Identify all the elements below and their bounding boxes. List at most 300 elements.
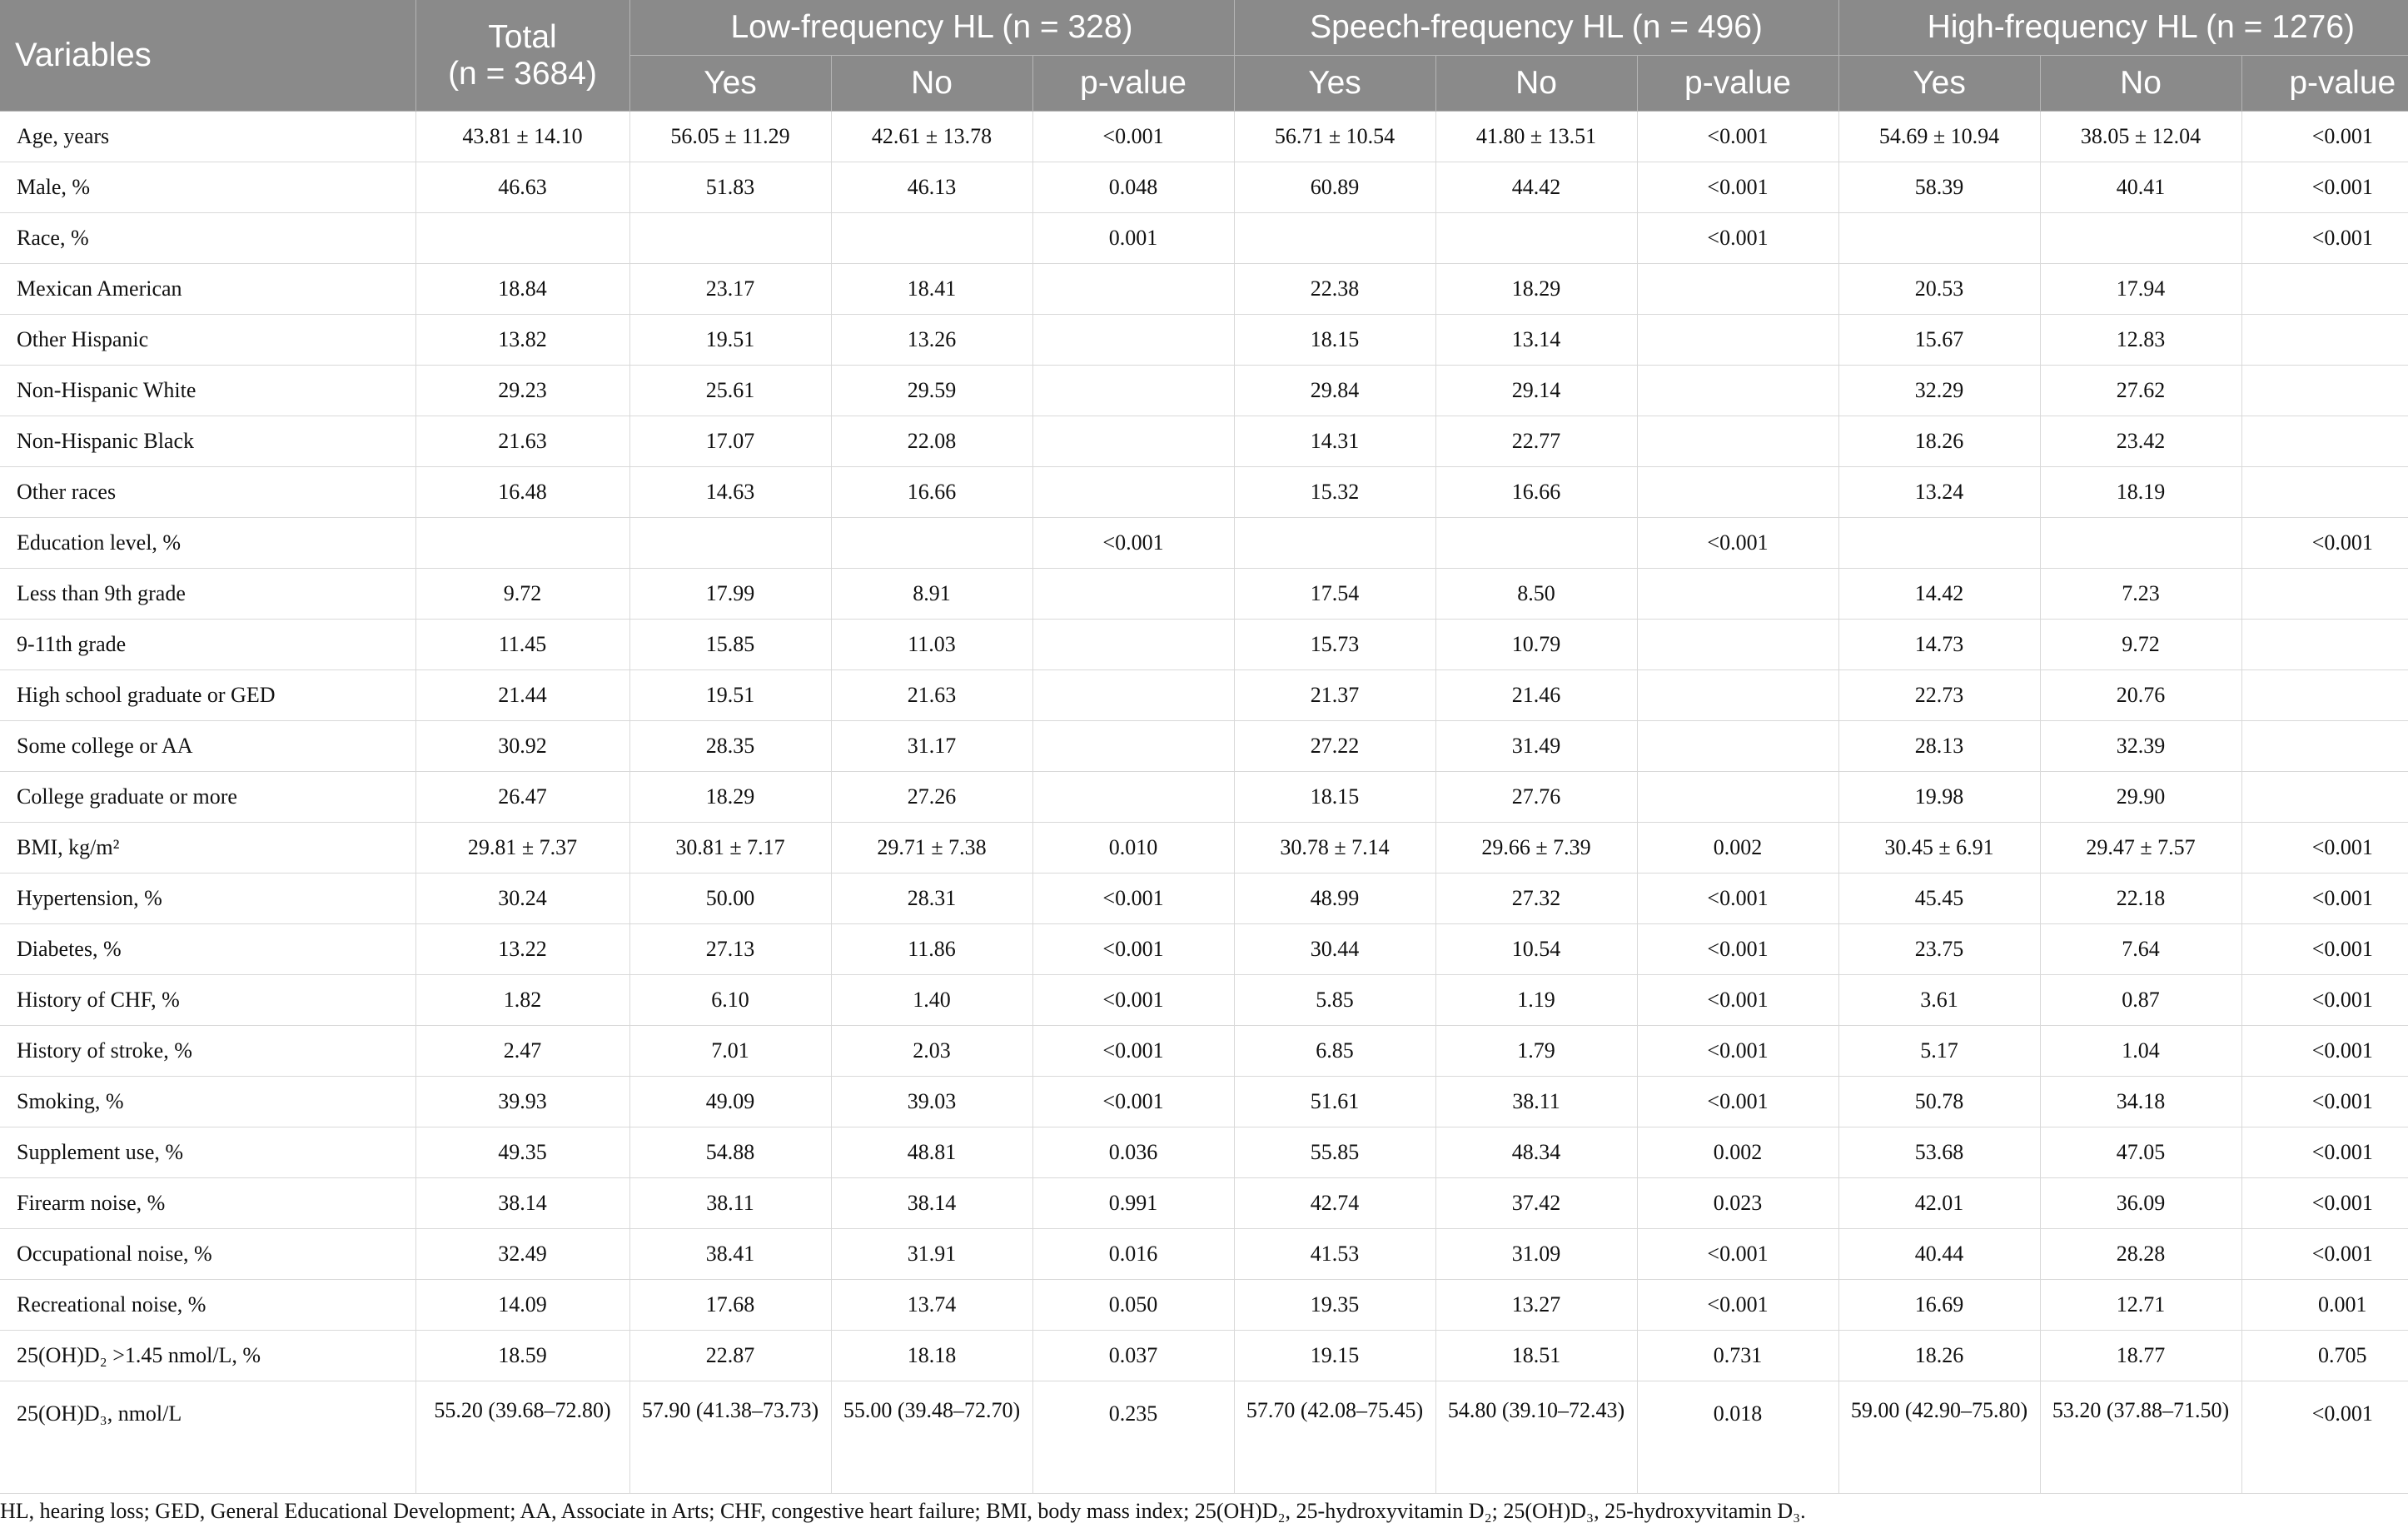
- cell-sf-yes: 6.85: [1234, 1026, 1435, 1077]
- row-label: College graduate or more: [0, 772, 415, 823]
- cell-sf-yes: [1234, 518, 1435, 569]
- cell-lf-p: <0.001: [1032, 874, 1234, 924]
- cell-lf-yes: 18.29: [629, 772, 831, 823]
- cell-sf-yes: 22.38: [1234, 264, 1435, 315]
- cell-hf-no: 18.77: [2040, 1331, 2241, 1381]
- cell-lf-p: 0.050: [1032, 1280, 1234, 1331]
- cell-hf-no: 12.83: [2040, 315, 2241, 366]
- row-label: 9-11th grade: [0, 620, 415, 670]
- cell-lf-yes: 54.88: [629, 1127, 831, 1178]
- cell-hf-p: <0.001: [2241, 975, 2408, 1026]
- cell-hf-yes: 54.69 ± 10.94: [1838, 112, 2040, 162]
- cell-sf-yes: 18.15: [1234, 772, 1435, 823]
- row-label: Mexican American: [0, 264, 415, 315]
- cell-sf-no: 31.09: [1435, 1229, 1637, 1280]
- cell-hf-yes: 5.17: [1838, 1026, 2040, 1077]
- cell-total: 2.47: [415, 1026, 629, 1077]
- row-label: Other races: [0, 467, 415, 518]
- cell-lf-yes: 30.81 ± 7.17: [629, 823, 831, 874]
- cell-total: [415, 213, 629, 264]
- cell-sf-no: 8.50: [1435, 569, 1637, 620]
- cell-lf-yes: 38.41: [629, 1229, 831, 1280]
- cell-sf-p: 0.002: [1637, 823, 1838, 874]
- cell-hf-p: <0.001: [2241, 112, 2408, 162]
- cell-total: 13.82: [415, 315, 629, 366]
- table-row: [0, 721, 2408, 772]
- cell-sf-yes: 56.71 ± 10.54: [1234, 112, 1435, 162]
- cell-total: 30.92: [415, 721, 629, 772]
- cell-hf-yes: 14.73: [1838, 620, 2040, 670]
- cell-hf-no: 36.09: [2040, 1178, 2241, 1229]
- cell-sf-p: [1637, 620, 1838, 670]
- cell-sf-no: 27.32: [1435, 874, 1637, 924]
- cell-hf-yes: 14.42: [1838, 569, 2040, 620]
- cell-sf-p: [1637, 670, 1838, 721]
- cell-sf-p: <0.001: [1637, 518, 1838, 569]
- cell-total: 1.82: [415, 975, 629, 1026]
- cell-total: 21.63: [415, 416, 629, 467]
- table-body: [0, 112, 2408, 1494]
- cell-sf-yes: [1234, 213, 1435, 264]
- cell-sf-no: 44.42: [1435, 162, 1637, 213]
- cell-total: 11.45: [415, 620, 629, 670]
- header-sf-p: p-value: [1637, 56, 1838, 112]
- cell-sf-yes: 15.73: [1234, 620, 1435, 670]
- cell-hf-yes: 59.00 (42.90–75.80): [1838, 1381, 2040, 1494]
- cell-sf-yes: 48.99: [1234, 874, 1435, 924]
- row-label: BMI, kg/m²: [0, 823, 415, 874]
- group-name: High-frequency HL: [1927, 9, 2197, 45]
- cell-lf-no: 29.71 ± 7.38: [831, 823, 1032, 874]
- cell-hf-yes: 32.29: [1838, 366, 2040, 416]
- cell-hf-no: 22.18: [2040, 874, 2241, 924]
- cell-lf-no: 16.66: [831, 467, 1032, 518]
- row-label: Recreational noise, %: [0, 1280, 415, 1331]
- cell-hf-yes: 45.45: [1838, 874, 2040, 924]
- table-header: [0, 0, 2408, 112]
- cell-lf-p: 0.010: [1032, 823, 1234, 874]
- cell-hf-p: [2241, 315, 2408, 366]
- cell-lf-yes: 51.83: [629, 162, 831, 213]
- cell-total: 18.59: [415, 1331, 629, 1381]
- cell-lf-no: 39.03: [831, 1077, 1032, 1127]
- table-row: [0, 620, 2408, 670]
- cell-sf-no: 13.27: [1435, 1280, 1637, 1331]
- cell-hf-yes: [1838, 213, 2040, 264]
- cell-total: 13.22: [415, 924, 629, 975]
- cell-hf-p: 0.001: [2241, 1280, 2408, 1331]
- cell-lf-yes: 17.99: [629, 569, 831, 620]
- cell-hf-p: <0.001: [2241, 924, 2408, 975]
- row-label: Diabetes, %: [0, 924, 415, 975]
- cell-hf-yes: 23.75: [1838, 924, 2040, 975]
- cell-sf-p: <0.001: [1637, 213, 1838, 264]
- cell-sf-p: [1637, 366, 1838, 416]
- cell-hf-no: 29.47 ± 7.57: [2040, 823, 2241, 874]
- cell-lf-no: 8.91: [831, 569, 1032, 620]
- cell-hf-no: 38.05 ± 12.04: [2040, 112, 2241, 162]
- cell-total: 55.20 (39.68–72.80): [415, 1381, 629, 1494]
- table-row: [0, 315, 2408, 366]
- header-hf-p: p-value: [2241, 56, 2408, 112]
- row-label: History of CHF, %: [0, 975, 415, 1026]
- cell-sf-no: 31.49: [1435, 721, 1637, 772]
- header-total-label: Total: [488, 18, 557, 55]
- header-total: [415, 0, 629, 112]
- cell-sf-yes: 60.89: [1234, 162, 1435, 213]
- cell-lf-no: 1.40: [831, 975, 1032, 1026]
- cell-sf-p: <0.001: [1637, 975, 1838, 1026]
- cell-sf-p: <0.001: [1637, 1229, 1838, 1280]
- cell-hf-no: 17.94: [2040, 264, 2241, 315]
- table-row: [0, 569, 2408, 620]
- cell-sf-no: 1.79: [1435, 1026, 1637, 1077]
- cell-hf-no: 29.90: [2040, 772, 2241, 823]
- header-group-low-frequency: [629, 0, 1234, 56]
- cell-sf-yes: 14.31: [1234, 416, 1435, 467]
- cell-lf-yes: 56.05 ± 11.29: [629, 112, 831, 162]
- cell-sf-yes: 19.15: [1234, 1331, 1435, 1381]
- group-n: (n = 1276): [2206, 9, 2355, 45]
- cell-lf-no: 18.18: [831, 1331, 1032, 1381]
- cell-lf-no: 13.26: [831, 315, 1032, 366]
- row-label: Firearm noise, %: [0, 1178, 415, 1229]
- cell-hf-yes: 22.73: [1838, 670, 2040, 721]
- cell-sf-p: [1637, 264, 1838, 315]
- cell-hf-no: 53.20 (37.88–71.50): [2040, 1381, 2241, 1494]
- cell-hf-yes: 58.39: [1838, 162, 2040, 213]
- cell-hf-no: 27.62: [2040, 366, 2241, 416]
- cell-lf-p: 0.037: [1032, 1331, 1234, 1381]
- cell-sf-no: 1.19: [1435, 975, 1637, 1026]
- row-label: High school graduate or GED: [0, 670, 415, 721]
- cell-lf-no: 31.17: [831, 721, 1032, 772]
- cell-hf-no: 47.05: [2040, 1127, 2241, 1178]
- row-label: Smoking, %: [0, 1077, 415, 1127]
- cell-lf-p: <0.001: [1032, 924, 1234, 975]
- cell-sf-no: 16.66: [1435, 467, 1637, 518]
- cell-lf-p: [1032, 416, 1234, 467]
- table-row: [0, 1026, 2408, 1077]
- cell-lf-no: 2.03: [831, 1026, 1032, 1077]
- cell-sf-no: [1435, 518, 1637, 569]
- cell-hf-no: 28.28: [2040, 1229, 2241, 1280]
- row-label: Hypertension, %: [0, 874, 415, 924]
- cell-lf-p: [1032, 467, 1234, 518]
- cell-lf-yes: 19.51: [629, 315, 831, 366]
- cell-sf-no: 41.80 ± 13.51: [1435, 112, 1637, 162]
- cell-hf-no: 40.41: [2040, 162, 2241, 213]
- cell-sf-no: 48.34: [1435, 1127, 1637, 1178]
- cell-lf-p: 0.036: [1032, 1127, 1234, 1178]
- cell-lf-yes: [629, 213, 831, 264]
- cell-total: 9.72: [415, 569, 629, 620]
- cell-total: 21.44: [415, 670, 629, 721]
- cell-lf-yes: 23.17: [629, 264, 831, 315]
- cell-sf-yes: 27.22: [1234, 721, 1435, 772]
- cell-hf-yes: 28.13: [1838, 721, 2040, 772]
- cell-sf-p: [1637, 467, 1838, 518]
- header-hf-no: No: [2040, 56, 2241, 112]
- cell-lf-no: 11.86: [831, 924, 1032, 975]
- cell-hf-yes: 30.45 ± 6.91: [1838, 823, 2040, 874]
- cell-total: 43.81 ± 14.10: [415, 112, 629, 162]
- table-row: [0, 823, 2408, 874]
- cell-lf-p: [1032, 569, 1234, 620]
- header-lf-no: No: [831, 56, 1032, 112]
- cell-lf-no: 18.41: [831, 264, 1032, 315]
- cell-lf-no: [831, 518, 1032, 569]
- cell-lf-p: [1032, 366, 1234, 416]
- header-hf-yes: Yes: [1838, 56, 2040, 112]
- row-label: 25(OH)D₂ >1.45 nmol/L, %: [0, 1331, 415, 1381]
- cell-sf-p: 0.731: [1637, 1331, 1838, 1381]
- header-sf-yes: Yes: [1234, 56, 1435, 112]
- cell-sf-no: 29.66 ± 7.39: [1435, 823, 1637, 874]
- cell-sf-yes: 57.70 (42.08–75.45): [1234, 1381, 1435, 1494]
- cell-hf-no: 32.39: [2040, 721, 2241, 772]
- cell-hf-p: <0.001: [2241, 1381, 2408, 1494]
- cell-hf-p: [2241, 569, 2408, 620]
- cell-hf-yes: 18.26: [1838, 1331, 2040, 1381]
- table-row: [0, 518, 2408, 569]
- cell-hf-yes: 16.69: [1838, 1280, 2040, 1331]
- cell-sf-no: 29.14: [1435, 366, 1637, 416]
- cell-sf-p: <0.001: [1637, 112, 1838, 162]
- cell-hf-p: [2241, 772, 2408, 823]
- cell-lf-no: 48.81: [831, 1127, 1032, 1178]
- cell-hf-yes: 13.24: [1838, 467, 2040, 518]
- cell-total: 16.48: [415, 467, 629, 518]
- group-n: (n = 328): [1002, 9, 1133, 45]
- cell-lf-yes: 6.10: [629, 975, 831, 1026]
- header-lf-p: p-value: [1032, 56, 1234, 112]
- cell-lf-yes: 14.63: [629, 467, 831, 518]
- cell-lf-yes: 17.68: [629, 1280, 831, 1331]
- row-label: Male, %: [0, 162, 415, 213]
- cell-sf-p: <0.001: [1637, 1077, 1838, 1127]
- table-row: [0, 1331, 2408, 1381]
- cell-sf-yes: 15.32: [1234, 467, 1435, 518]
- table-row: [0, 162, 2408, 213]
- cell-lf-yes: 49.09: [629, 1077, 831, 1127]
- cell-sf-yes: 30.78 ± 7.14: [1234, 823, 1435, 874]
- cell-sf-yes: 19.35: [1234, 1280, 1435, 1331]
- cell-lf-yes: 28.35: [629, 721, 831, 772]
- cell-hf-no: 0.87: [2040, 975, 2241, 1026]
- cell-lf-yes: 50.00: [629, 874, 831, 924]
- cell-total: 14.09: [415, 1280, 629, 1331]
- cell-sf-p: <0.001: [1637, 874, 1838, 924]
- cell-total: 38.14: [415, 1178, 629, 1229]
- row-label: Less than 9th grade: [0, 569, 415, 620]
- cell-hf-yes: 20.53: [1838, 264, 2040, 315]
- table-row: [0, 213, 2408, 264]
- cell-lf-p: 0.991: [1032, 1178, 1234, 1229]
- cell-sf-yes: 51.61: [1234, 1077, 1435, 1127]
- cell-total: 18.84: [415, 264, 629, 315]
- table-row: [0, 1381, 2408, 1494]
- cell-lf-yes: 38.11: [629, 1178, 831, 1229]
- cell-sf-yes: 42.74: [1234, 1178, 1435, 1229]
- cell-hf-p: <0.001: [2241, 1127, 2408, 1178]
- cell-hf-no: 7.64: [2040, 924, 2241, 975]
- cell-lf-no: 29.59: [831, 366, 1032, 416]
- cell-hf-p: [2241, 620, 2408, 670]
- cell-hf-yes: 42.01: [1838, 1178, 2040, 1229]
- group-name: Speech-frequency HL: [1310, 9, 1623, 45]
- table-row: [0, 1178, 2408, 1229]
- cell-sf-no: 21.46: [1435, 670, 1637, 721]
- cell-total: 39.93: [415, 1077, 629, 1127]
- cell-hf-yes: 19.98: [1838, 772, 2040, 823]
- cell-lf-no: 38.14: [831, 1178, 1032, 1229]
- cell-lf-p: [1032, 772, 1234, 823]
- cell-hf-yes: [1838, 518, 2040, 569]
- cell-sf-p: <0.001: [1637, 162, 1838, 213]
- cell-sf-yes: 30.44: [1234, 924, 1435, 975]
- table-row: [0, 975, 2408, 1026]
- cell-lf-p: <0.001: [1032, 1077, 1234, 1127]
- cell-hf-yes: 40.44: [1838, 1229, 2040, 1280]
- cell-sf-p: [1637, 315, 1838, 366]
- cell-sf-p: <0.001: [1637, 1280, 1838, 1331]
- cell-sf-no: 38.11: [1435, 1077, 1637, 1127]
- row-label: Occupational noise, %: [0, 1229, 415, 1280]
- table-row: [0, 772, 2408, 823]
- table-row: [0, 924, 2408, 975]
- cell-sf-no: 27.76: [1435, 772, 1637, 823]
- cell-hf-yes: 18.26: [1838, 416, 2040, 467]
- table-row: [0, 416, 2408, 467]
- cell-lf-yes: 27.13: [629, 924, 831, 975]
- cell-lf-yes: 7.01: [629, 1026, 831, 1077]
- cell-hf-p: <0.001: [2241, 874, 2408, 924]
- cell-lf-yes: 19.51: [629, 670, 831, 721]
- cell-lf-yes: [629, 518, 831, 569]
- cell-hf-p: <0.001: [2241, 1178, 2408, 1229]
- table-row: [0, 874, 2408, 924]
- cell-sf-yes: 18.15: [1234, 315, 1435, 366]
- cell-hf-p: 0.705: [2241, 1331, 2408, 1381]
- cell-hf-no: [2040, 213, 2241, 264]
- cell-lf-yes: 15.85: [629, 620, 831, 670]
- row-label: History of stroke, %: [0, 1026, 415, 1077]
- cell-sf-yes: 29.84: [1234, 366, 1435, 416]
- table-row: [0, 366, 2408, 416]
- cell-lf-p: [1032, 721, 1234, 772]
- cell-hf-yes: 3.61: [1838, 975, 2040, 1026]
- row-label: 25(OH)D₃, nmol/L: [0, 1381, 415, 1494]
- group-name: Low-frequency HL: [730, 9, 993, 45]
- cell-lf-yes: 57.90 (41.38–73.73): [629, 1381, 831, 1494]
- cell-hf-p: <0.001: [2241, 823, 2408, 874]
- cell-hf-yes: 53.68: [1838, 1127, 2040, 1178]
- cell-lf-p: 0.001: [1032, 213, 1234, 264]
- cell-hf-no: 23.42: [2040, 416, 2241, 467]
- header-lf-yes: Yes: [629, 56, 831, 112]
- cell-lf-yes: 25.61: [629, 366, 831, 416]
- cell-sf-no: 22.77: [1435, 416, 1637, 467]
- cell-lf-p: <0.001: [1032, 518, 1234, 569]
- cell-hf-p: <0.001: [2241, 162, 2408, 213]
- cell-lf-no: [831, 213, 1032, 264]
- cell-sf-no: 18.29: [1435, 264, 1637, 315]
- table-row: [0, 1280, 2408, 1331]
- cell-hf-p: [2241, 264, 2408, 315]
- cell-sf-yes: 5.85: [1234, 975, 1435, 1026]
- cell-total: 29.23: [415, 366, 629, 416]
- table-row: [0, 1077, 2408, 1127]
- cell-hf-no: [2040, 518, 2241, 569]
- cell-lf-no: 28.31: [831, 874, 1032, 924]
- cell-sf-p: <0.001: [1637, 1026, 1838, 1077]
- cell-sf-p: 0.018: [1637, 1381, 1838, 1494]
- group-n: (n = 496): [1631, 9, 1763, 45]
- row-label: Some college or AA: [0, 721, 415, 772]
- cell-hf-p: <0.001: [2241, 1077, 2408, 1127]
- cell-lf-no: 21.63: [831, 670, 1032, 721]
- cell-hf-no: 12.71: [2040, 1280, 2241, 1331]
- cell-lf-p: <0.001: [1032, 1026, 1234, 1077]
- cell-lf-p: [1032, 670, 1234, 721]
- cell-total: 26.47: [415, 772, 629, 823]
- header-group-speech-frequency: [1234, 0, 1838, 56]
- cell-sf-no: 54.80 (39.10–72.43): [1435, 1381, 1637, 1494]
- cell-hf-p: <0.001: [2241, 1229, 2408, 1280]
- row-label: Other Hispanic: [0, 315, 415, 366]
- header-group-high-frequency: [1838, 0, 2408, 56]
- cell-lf-no: 46.13: [831, 162, 1032, 213]
- cell-lf-p: 0.235: [1032, 1381, 1234, 1494]
- cell-hf-p: <0.001: [2241, 213, 2408, 264]
- cell-lf-p: 0.048: [1032, 162, 1234, 213]
- cell-total: 29.81 ± 7.37: [415, 823, 629, 874]
- cell-sf-p: [1637, 721, 1838, 772]
- cell-lf-no: 31.91: [831, 1229, 1032, 1280]
- cell-lf-no: 22.08: [831, 416, 1032, 467]
- cell-hf-p: [2241, 721, 2408, 772]
- table-row: [0, 670, 2408, 721]
- table-footnote: HL, hearing loss; GED, General Educational Development; AA, Associate in Arts; CHF, congestive heart failure; BMI, body mass index; 25(OH)D₂, 25-hydroxyvitamin D₂; 25(OH)D₃, 25-hydroxyvitamin D₃.: [0, 1499, 1806, 1523]
- cell-sf-no: 13.14: [1435, 315, 1637, 366]
- cell-hf-no: 7.23: [2040, 569, 2241, 620]
- cell-lf-p: 0.016: [1032, 1229, 1234, 1280]
- cell-sf-p: [1637, 569, 1838, 620]
- table-row: [0, 1127, 2408, 1178]
- table-row: [0, 467, 2408, 518]
- cell-total: 30.24: [415, 874, 629, 924]
- cell-sf-no: 37.42: [1435, 1178, 1637, 1229]
- cell-sf-p: 0.023: [1637, 1178, 1838, 1229]
- cell-sf-p: <0.001: [1637, 924, 1838, 975]
- cell-hf-p: [2241, 366, 2408, 416]
- cell-total: [415, 518, 629, 569]
- cell-lf-no: 11.03: [831, 620, 1032, 670]
- cell-hf-no: 18.19: [2040, 467, 2241, 518]
- cell-hf-p: [2241, 670, 2408, 721]
- row-label: Supplement use, %: [0, 1127, 415, 1178]
- cell-lf-p: <0.001: [1032, 975, 1234, 1026]
- table-row: [0, 264, 2408, 315]
- cell-total: 32.49: [415, 1229, 629, 1280]
- header-total-n: (n = 3684): [448, 55, 597, 92]
- row-label: Education level, %: [0, 518, 415, 569]
- row-label: Race, %: [0, 213, 415, 264]
- table-row: [0, 1229, 2408, 1280]
- cell-lf-p: [1032, 315, 1234, 366]
- cell-lf-no: 27.26: [831, 772, 1032, 823]
